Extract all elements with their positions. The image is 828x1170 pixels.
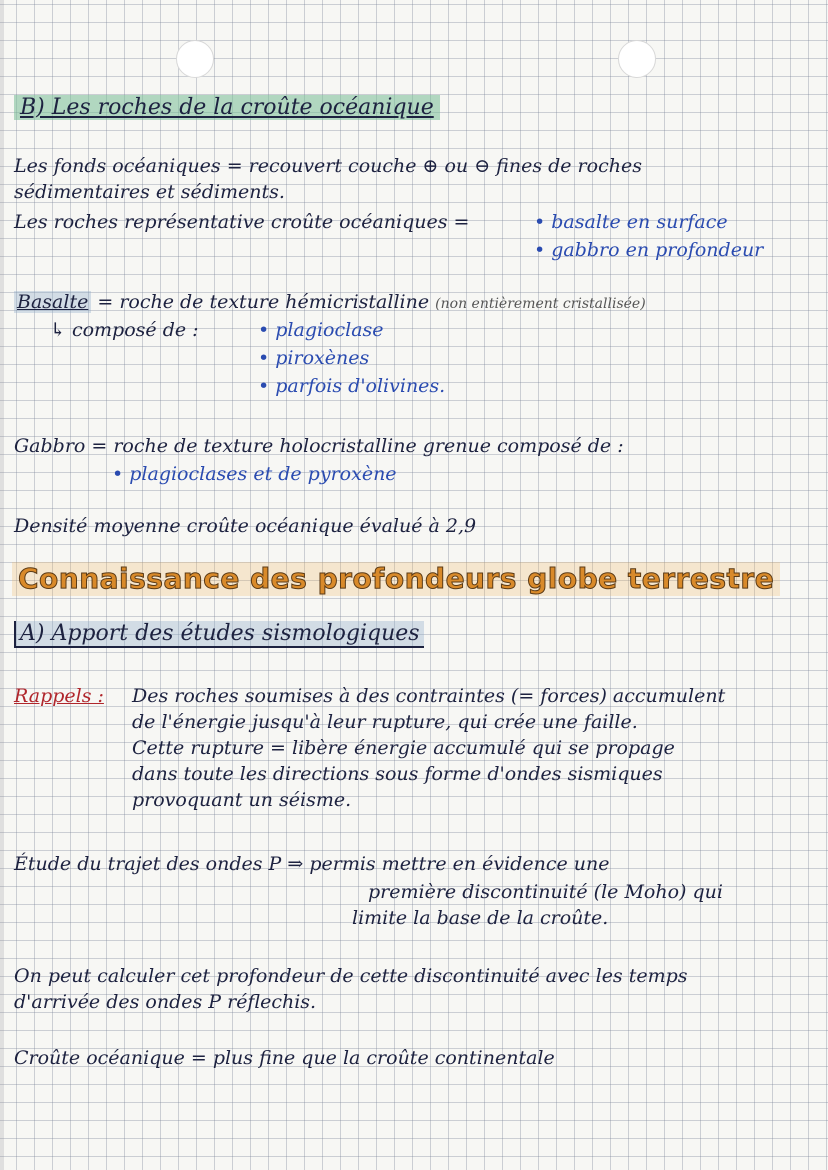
section-b-line4-right: • gabbro en profondeur <box>534 239 764 261</box>
basalte-compose: ↳ composé de : <box>50 319 199 341</box>
gabbro-line2: • plagioclases et de pyroxène <box>112 463 397 485</box>
rappels-line-5: provoquant un séisme. <box>132 789 352 811</box>
rappels-line-1: Des roches soumises à des contraintes (= forces) accumulent <box>132 685 726 707</box>
densite-line: Densité moyenne croûte océanique évalué à 2,9 <box>14 515 477 537</box>
section-b-line2: sédimentaires et sédiments. <box>14 181 285 203</box>
rappels-line-4: dans toute les directions sous forme d'ondes sismiques <box>132 763 663 785</box>
basalte-definition: Basalte = roche de texture hémicristalline (non entièrement cristallisée) <box>14 290 646 316</box>
punch-hole-right <box>618 40 656 78</box>
chapter-title: Connaissance des profondeurs globe terrestre <box>12 562 780 596</box>
rappels-label: Rappels : <box>14 685 104 707</box>
basalte-item-1: • plagioclase <box>258 319 384 341</box>
calcul-line2: d'arrivée des ondes P réflechis. <box>14 991 317 1013</box>
basalte-item-2: • piroxènes <box>258 347 370 369</box>
punch-hole-left <box>176 40 214 78</box>
etude-line2: première discontinuité (le Moho) qui <box>368 881 723 903</box>
section-b-line3-right: • basalte en surface <box>534 211 728 233</box>
etude-line3: limite la base de la croûte. <box>352 907 609 929</box>
gabbro-line1: Gabbro = roche de texture holocristalline grenue composé de : <box>14 435 624 457</box>
paper-margin <box>0 0 4 1170</box>
rappels-line-2: de l'énergie jusqu'à leur rupture, qui crée une faille. <box>132 711 638 733</box>
section-b-line1: Les fonds océaniques = recouvert couche ⊕ ou ⊖ fines de roches <box>14 155 642 177</box>
calcul-line1: On peut calculer cet profondeur de cette discontinuité avec les temps <box>14 965 688 987</box>
section-b-title: B) Les roches de la croûte océanique <box>14 96 440 120</box>
section-a-title: A) Apport des études sismologiques <box>14 622 424 646</box>
basalte-item-3: • parfois d'olivines. <box>258 375 446 397</box>
conclusion-line: Croûte océanique = plus fine que la croûte continentale <box>14 1047 555 1069</box>
etude-line1: Étude du trajet des ondes P ⇒ permis mettre en évidence une <box>14 853 610 875</box>
section-b-line3-left: Les roches représentative croûte océaniques = <box>14 211 470 233</box>
rappels-line-3: Cette rupture = libère énergie accumulé qui se propage <box>132 737 675 759</box>
